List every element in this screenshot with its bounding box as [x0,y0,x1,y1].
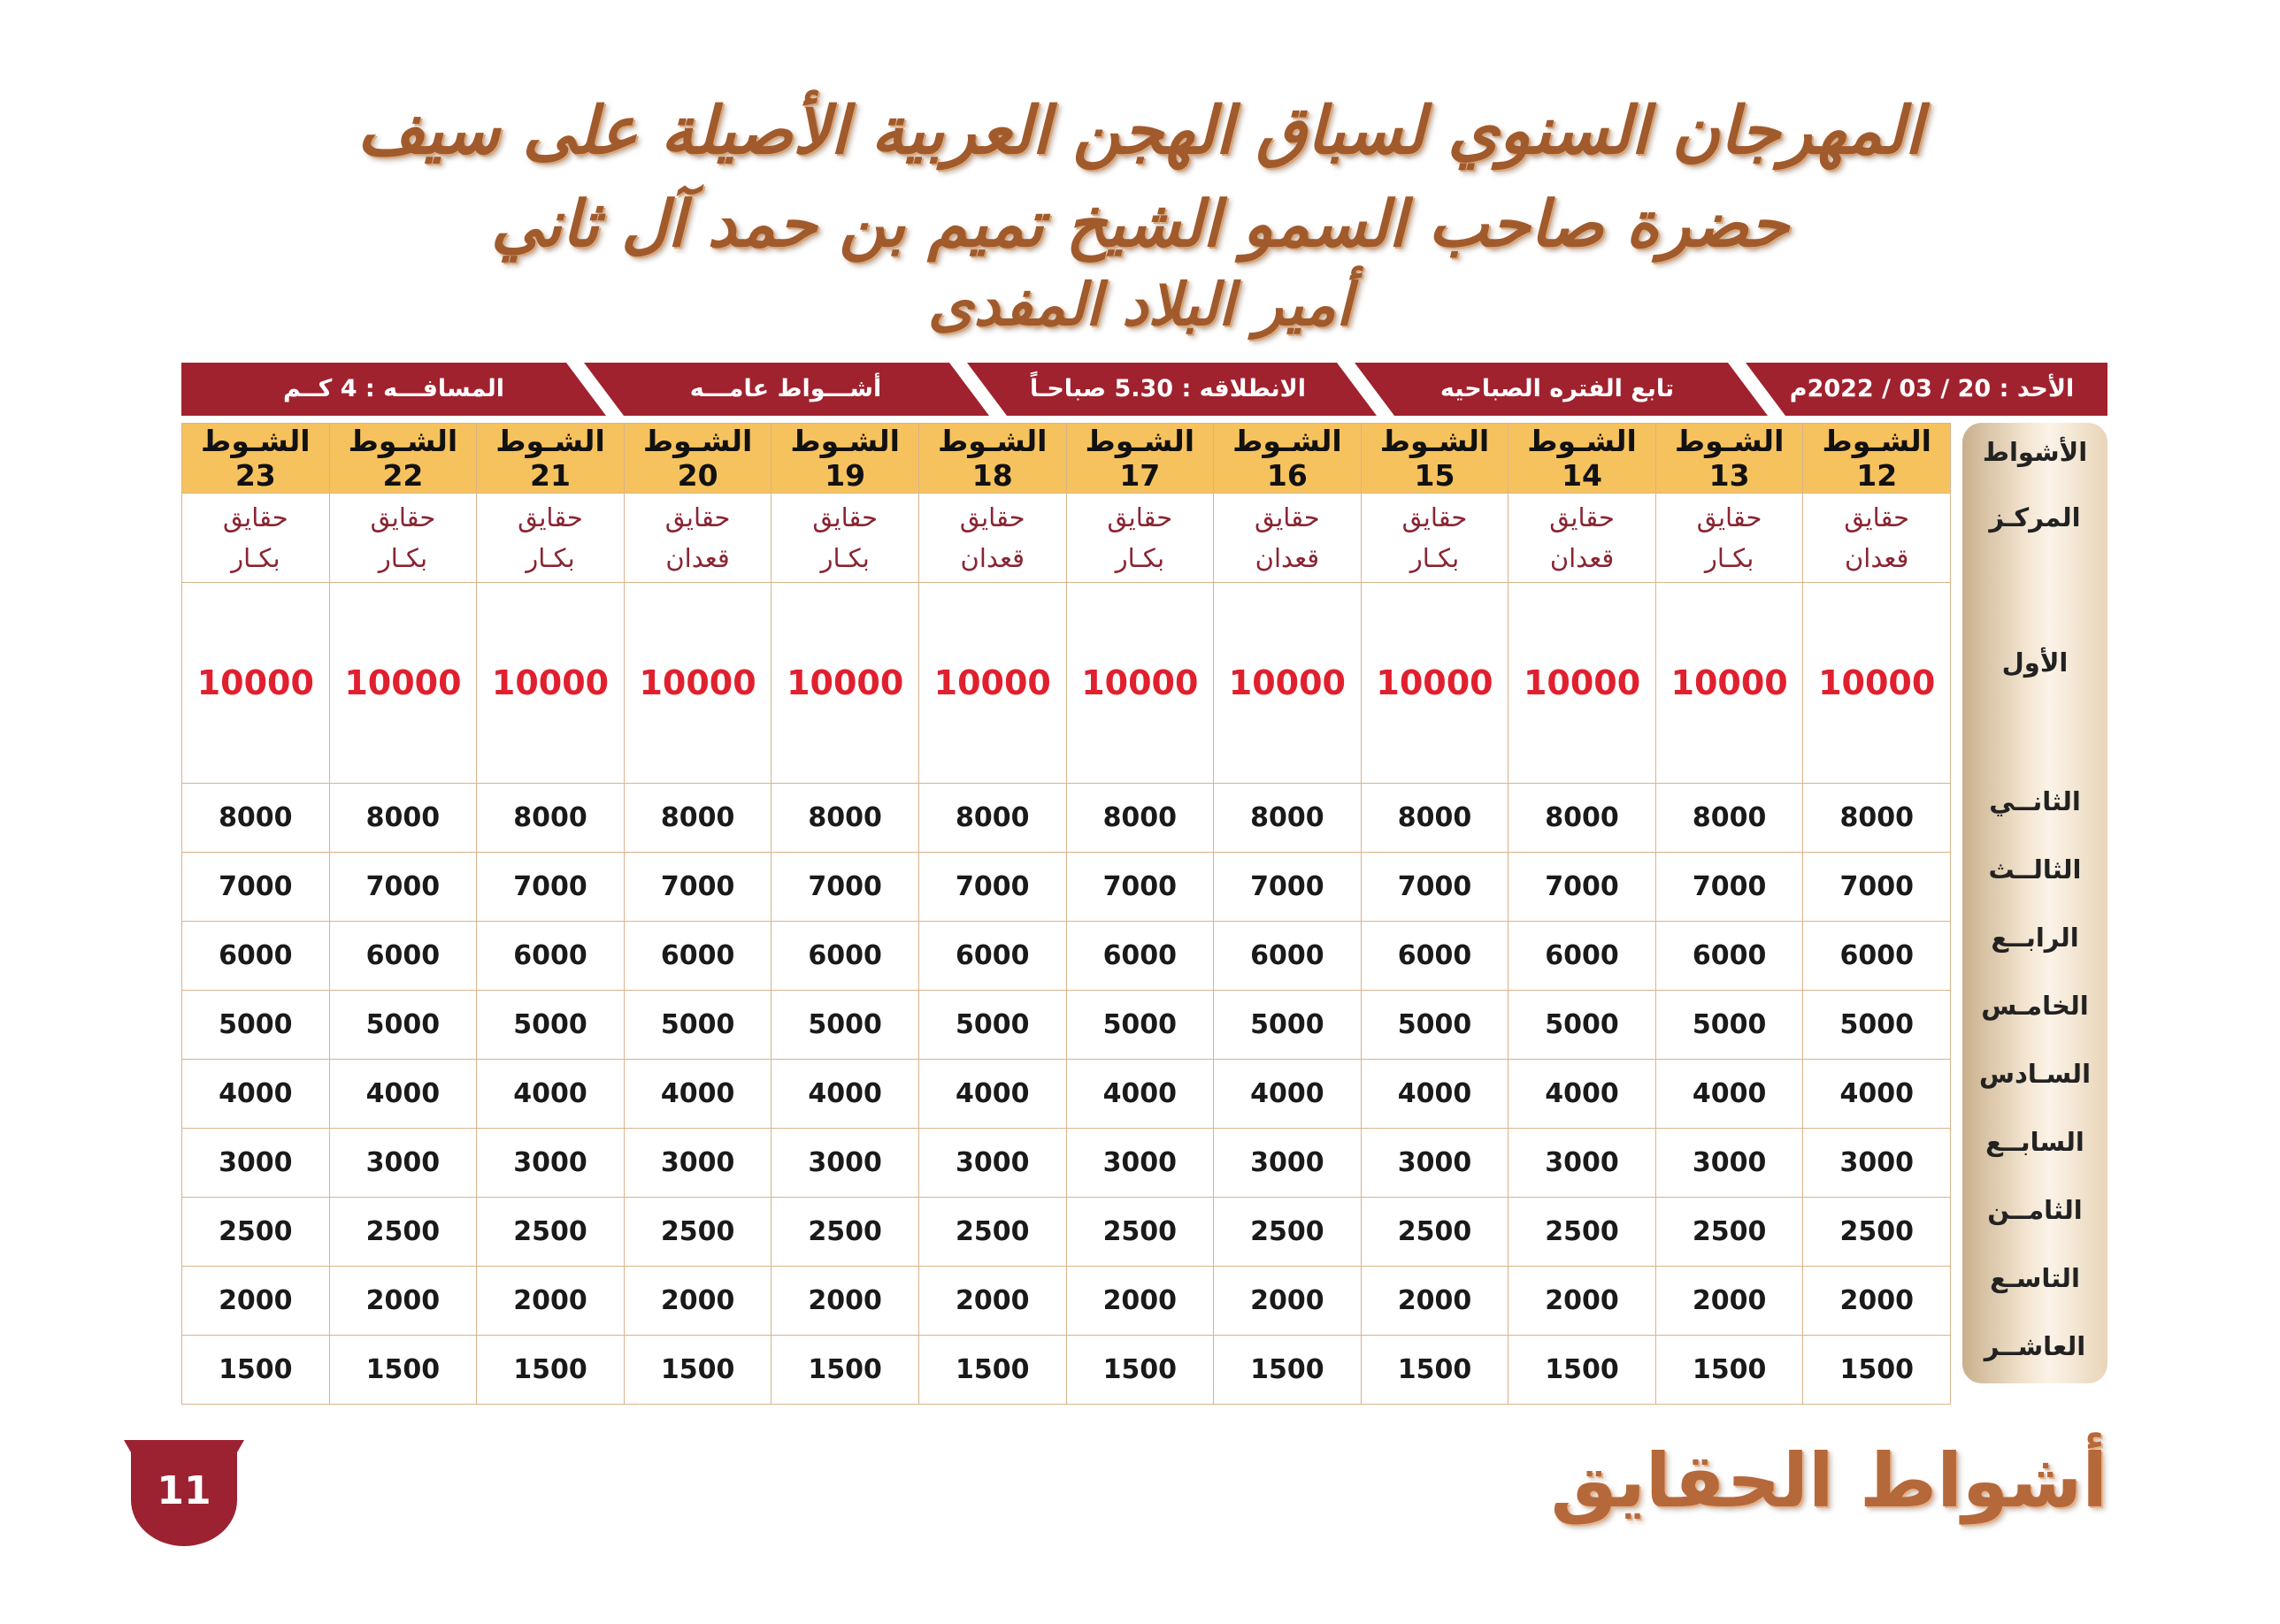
prize-cell: 10000 [918,583,1066,784]
center-category: قعدان [960,543,1025,573]
prize-cell: 7000 [772,853,919,922]
center-category: بكـار [820,543,870,573]
prize-cell: 3000 [918,1129,1066,1198]
prize-cell: 8000 [1361,784,1508,853]
prize-cell: 6000 [182,922,330,991]
prize-cell: 2000 [329,1267,477,1336]
prize-cell: 4000 [918,1060,1066,1129]
row-labels-column [1962,423,2107,1383]
label-place-5: الخامـس [1981,991,2089,1021]
prize-cell: 2000 [772,1267,919,1336]
prize-cell: 10000 [1361,583,1508,784]
prize-cell: 4000 [182,1060,330,1129]
prize-cell: 1500 [772,1336,919,1405]
prize-cell: 6000 [1361,922,1508,991]
prize-cell: 6000 [772,922,919,991]
prize-cell: 5000 [1508,991,1656,1060]
prize-cell: 2000 [1655,1267,1803,1336]
prize-cell: 8000 [477,784,625,853]
heat-header: الشـوط 21 [477,424,625,494]
prize-cell: 1500 [1803,1336,1951,1405]
center-type: حقايق [222,502,288,532]
prize-cell: 2000 [1066,1267,1214,1336]
header-period: تابع الفتره الصباحيه [1439,375,1675,402]
prize-cell: 3000 [1214,1129,1362,1198]
heat-header: الشـوط 20 [624,424,772,494]
prize-cell: 10000 [1508,583,1656,784]
prize-cell: 2500 [1361,1198,1508,1267]
label-place-9: التاسـع [1990,1263,2080,1293]
center-cell [1361,494,1508,583]
prize-cell: 2000 [1214,1267,1362,1336]
prize-cell: 10000 [182,583,330,784]
heat-header: الشـوط 17 [1066,424,1214,494]
center-cell [329,494,477,583]
prize-cell: 7000 [1655,853,1803,922]
prize-cell: 7000 [1803,853,1951,922]
prize-row [182,583,1951,784]
prize-cell: 5000 [1066,991,1214,1060]
prize-cell: 6000 [1214,922,1362,991]
prize-cell: 6000 [1066,922,1214,991]
prize-cell: 5000 [1803,991,1951,1060]
prize-cell: 2000 [182,1267,330,1336]
center-cell [1508,494,1656,583]
prize-cell: 3000 [182,1129,330,1198]
prize-row [182,784,1951,853]
center-cell [624,494,772,583]
center-type: حقايق [1549,502,1615,532]
prize-row [182,853,1951,922]
center-category: بكـار [1409,543,1460,573]
prize-cell: 4000 [1803,1060,1951,1129]
prize-cell: 6000 [1655,922,1803,991]
prize-cell: 2500 [1214,1198,1362,1267]
center-category: قعدان [1844,543,1909,573]
heat-header: الشـوط 16 [1214,424,1362,494]
prize-cell: 7000 [1361,853,1508,922]
prize-cell: 3000 [1655,1129,1803,1198]
prize-cell: 3000 [772,1129,919,1198]
prize-cell: 8000 [1655,784,1803,853]
prize-cell: 4000 [624,1060,772,1129]
prize-cell: 5000 [918,991,1066,1060]
center-type: حقايق [812,502,879,532]
prize-cell: 4000 [1214,1060,1362,1129]
heat-header: الشـوط 13 [1655,424,1803,494]
prize-cell: 1500 [1655,1336,1803,1405]
prize-cell: 4000 [772,1060,919,1129]
prize-cell: 6000 [1803,922,1951,991]
prize-cell: 1500 [1214,1336,1362,1405]
prize-cell: 8000 [1803,784,1951,853]
center-cell [918,494,1066,583]
center-cell [1066,494,1214,583]
prize-cell: 7000 [182,853,330,922]
center-category: بكـار [378,543,428,573]
header-date: الأحد : 20 / 03 / 2022م [1789,375,2075,402]
prize-cell: 2500 [182,1198,330,1267]
prize-cell: 7000 [329,853,477,922]
center-cell [477,494,625,583]
prize-cell: 8000 [1214,784,1362,853]
heat-header: الشـوط 14 [1508,424,1656,494]
center-type: حقايق [1107,502,1173,532]
prize-cell: 3000 [477,1129,625,1198]
prize-cell: 3000 [1066,1129,1214,1198]
prize-cell: 4000 [1655,1060,1803,1129]
heat-header: الشـوط 23 [182,424,330,494]
prize-cell: 5000 [329,991,477,1060]
label-place-6: السـادس [1978,1059,2092,1089]
heat-header: الشـوط 12 [1803,424,1951,494]
center-category: بكـار [526,543,575,573]
prize-cell: 10000 [624,583,772,784]
prize-cell: 1500 [1361,1336,1508,1405]
prize-cell: 8000 [918,784,1066,853]
prize-row [182,1198,1951,1267]
prize-cell: 10000 [329,583,477,784]
prize-cell: 7000 [918,853,1066,922]
prize-cell: 4000 [1066,1060,1214,1129]
prize-cell: 2500 [1066,1198,1214,1267]
center-type: حقايق [1696,502,1762,532]
prize-cell: 8000 [329,784,477,853]
prize-cell: 2500 [477,1198,625,1267]
prize-cell: 2500 [1803,1198,1951,1267]
prize-cell: 1500 [477,1336,625,1405]
prize-cell: 2000 [1803,1267,1951,1336]
prize-cell: 4000 [477,1060,625,1129]
center-category: بكـار [231,543,280,573]
prize-cell: 7000 [1066,853,1214,922]
label-place-3: الثالــث [1988,854,2082,885]
label-place-8: الثامــن [1987,1195,2083,1225]
label-place-2: الثانــي [1989,786,2081,816]
prize-cell: 3000 [1803,1129,1951,1198]
prize-cell: 2000 [1508,1267,1656,1336]
center-category: قعدان [1549,543,1615,573]
prize-cell: 2500 [918,1198,1066,1267]
prize-cell: 7000 [1508,853,1656,922]
prize-cell: 10000 [477,583,625,784]
heat-header: الشـوط 22 [329,424,477,494]
center-category: بكـار [1704,543,1754,573]
prize-cell: 3000 [624,1129,772,1198]
prize-cell: 8000 [772,784,919,853]
prize-cell: 2500 [1508,1198,1656,1267]
prize-cell: 7000 [477,853,625,922]
prize-cell: 3000 [1361,1129,1508,1198]
prize-cell: 2000 [624,1267,772,1336]
center-cell [1214,494,1362,583]
header-heat-type: أشـــواط عامـــه [689,375,882,402]
prize-cell: 2500 [624,1198,772,1267]
footer-title: أشواط الحقايق [1550,1437,2107,1524]
prize-cell: 5000 [1655,991,1803,1060]
center-type: حقايق [1844,502,1910,532]
center-type: حقايق [518,502,583,532]
center-category: قعدان [1255,543,1320,573]
prize-row [182,1267,1951,1336]
prize-cell: 2000 [477,1267,625,1336]
prize-row [182,922,1951,991]
center-category: بكـار [1115,543,1165,573]
center-type: حقايق [1401,502,1468,532]
prize-cell: 10000 [772,583,919,784]
label-heats: الأشواط [1982,437,2088,467]
prize-cell: 2000 [1361,1267,1508,1336]
label-place-4: الرابــع [1991,923,2079,953]
prize-row [182,1129,1951,1198]
header-banner [181,363,2107,416]
label-place-7: السابــع [1985,1127,2084,1157]
prize-cell: 6000 [918,922,1066,991]
title-line-1: المهرجان السنوي لسباق الهجن العربية الأصيلة على سيف [357,93,1923,169]
title-line-3: أمير البلاد المفدى [927,270,1353,339]
center-type: حقايق [370,502,436,532]
prize-cell: 2000 [918,1267,1066,1336]
prize-cell: 5000 [772,991,919,1060]
prize-cell: 6000 [1508,922,1656,991]
center-type: حقايق [959,502,1025,532]
prize-row [182,1060,1951,1129]
heat-header: الشـوط 19 [772,424,919,494]
label-place-1: الأول [2001,647,2069,678]
prize-cell: 2500 [329,1198,477,1267]
prize-cell: 4000 [329,1060,477,1129]
label-center: المركـز [1989,502,2081,532]
center-type: حقايق [1255,502,1320,532]
title-line-2: حضرة صاحب السمو الشيخ تميم بن حمد آل ثاني [491,186,1789,261]
header-distance: المسافـــه : 4 كــم [283,375,504,402]
prize-cell: 10000 [1066,583,1214,784]
prize-cell: 5000 [624,991,772,1060]
label-place-10: العاشــر [1984,1331,2086,1361]
prize-cell: 3000 [329,1129,477,1198]
prize-cell: 8000 [624,784,772,853]
center-row [182,494,1951,583]
center-cell [1655,494,1803,583]
prize-cell: 5000 [182,991,330,1060]
heat-header: الشـوط 15 [1361,424,1508,494]
prize-cell: 10000 [1214,583,1362,784]
prize-row [182,1336,1951,1405]
center-category: قعدان [665,543,730,573]
prize-cell: 8000 [1508,784,1656,853]
prize-cell: 4000 [1508,1060,1656,1129]
center-type: حقايق [664,502,731,532]
center-cell [772,494,919,583]
prize-cell: 1500 [918,1336,1066,1405]
heat-header: الشـوط 18 [918,424,1066,494]
prize-cell: 5000 [1361,991,1508,1060]
header-start-time: الانطلاقه : 5.30 صباحـاً [1029,375,1307,402]
prize-cell: 2500 [1655,1198,1803,1267]
prize-cell: 6000 [477,922,625,991]
prize-cell: 10000 [1655,583,1803,784]
prize-cell: 1500 [624,1336,772,1405]
prize-cell: 1500 [329,1336,477,1405]
center-cell [182,494,330,583]
heats-header-row [182,424,1951,494]
prize-cell: 10000 [1803,583,1951,784]
prize-cell: 8000 [182,784,330,853]
center-cell [1803,494,1951,583]
page-number: 11 [157,1468,211,1513]
prize-cell: 3000 [1508,1129,1656,1198]
prize-cell: 1500 [1508,1336,1656,1405]
prize-cell: 5000 [477,991,625,1060]
prize-table [181,423,1951,1405]
prize-cell: 7000 [624,853,772,922]
prize-cell: 4000 [1361,1060,1508,1129]
prize-cell: 1500 [1066,1336,1214,1405]
prize-cell: 5000 [1214,991,1362,1060]
prize-cell: 7000 [1214,853,1362,922]
prize-cell: 6000 [329,922,477,991]
prize-cell: 1500 [182,1336,330,1405]
prize-cell: 2500 [772,1198,919,1267]
prize-row [182,991,1951,1060]
prize-cell: 8000 [1066,784,1214,853]
prize-cell: 6000 [624,922,772,991]
